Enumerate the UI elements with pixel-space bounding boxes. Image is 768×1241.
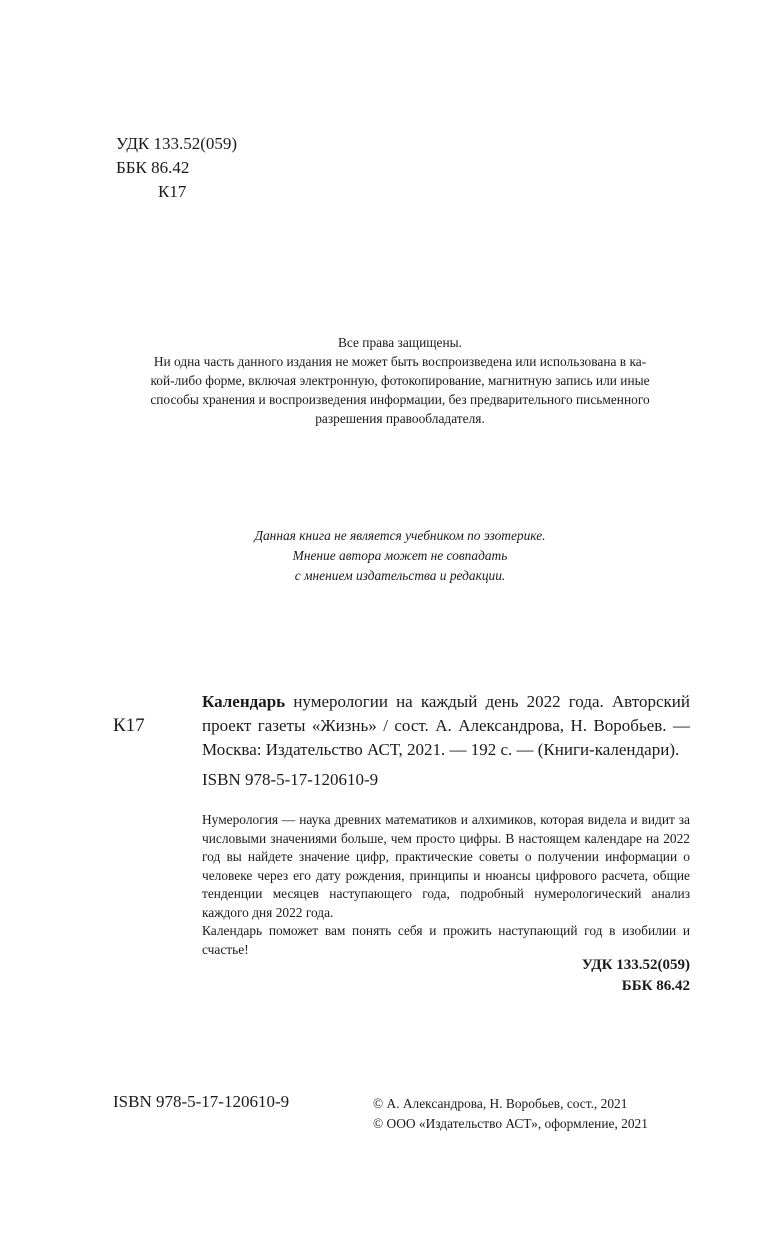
- index-block: [582, 955, 690, 997]
- disclaimer-line: с мнением издательства и редакции.: [294, 568, 506, 583]
- rights-notice: [110, 333, 690, 428]
- author-mark-top: К17: [158, 182, 187, 201]
- disclaimer: [110, 526, 690, 586]
- udk-code: УДК 133.52(059): [116, 134, 238, 153]
- classification-block: [116, 132, 237, 204]
- rights-line: разрешения правообладателя.: [315, 411, 485, 426]
- isbn-line: ISBN 978-5-17-120610-9: [202, 770, 379, 789]
- rights-line: Ни одна часть данного издания не может быть воспроизведена или использована в ка-: [153, 354, 647, 369]
- book-title: Календарь: [202, 692, 286, 711]
- disclaimer-line: Данная книга не является учебником по эзотерике.: [254, 528, 546, 543]
- rights-heading: Все права защищены.: [337, 335, 463, 350]
- description-body: нумерологии на каждый день 2022 года. Авторский проект газеты «Жизнь» / сост. А. Александрова, Н. Воробьев. — Москва: Издательство АСТ, 2021. — 192 с. — (Книги-календари).: [202, 692, 690, 759]
- annotation: [202, 811, 690, 959]
- bbk-code-bottom: ББК 86.42: [621, 978, 690, 994]
- author-mark: К17: [113, 715, 145, 736]
- disclaimer-line: Мнение автора может не совпадать: [292, 548, 508, 563]
- bibliographic-description: [202, 690, 690, 792]
- annotation-paragraph: Нумерология — наука древних математиков и алхимиков, которая видела и видит за числовыми значениями больше, чем просто цифры. В настоящем календаре на 2022 год вы найдете значение цифр, практические советы о получении информации о человеке через его дату рождения, принципы и нюансы цифрового расчета, общие тенденции месяцев наступающего года, подробный нумерологический анализ каждого дня 2022 года.: [202, 812, 690, 920]
- copyright-line: © ООО «Издательство АСТ», оформление, 2021: [373, 1116, 648, 1131]
- udk-code-bottom: УДК 133.52(059): [581, 957, 690, 973]
- bbk-code: ББК 86.42: [116, 158, 190, 177]
- copyright-block: [373, 1094, 691, 1134]
- rights-line: способы хранения и воспроизведения информации, без предварительного письменного: [150, 392, 650, 407]
- description-text: [202, 690, 690, 762]
- copyright-line: © А. Александрова, Н. Воробьев, сост., 2021: [373, 1096, 628, 1111]
- rights-line: кой-либо форме, включая электронную, фотокопирование, магнитную запись или иные: [150, 373, 650, 388]
- footer-isbn: ISBN 978-5-17-120610-9: [113, 1092, 290, 1111]
- annotation-paragraph: Календарь поможет вам понять себя и прожить наступающий год в изобилии и счастье!: [202, 923, 690, 957]
